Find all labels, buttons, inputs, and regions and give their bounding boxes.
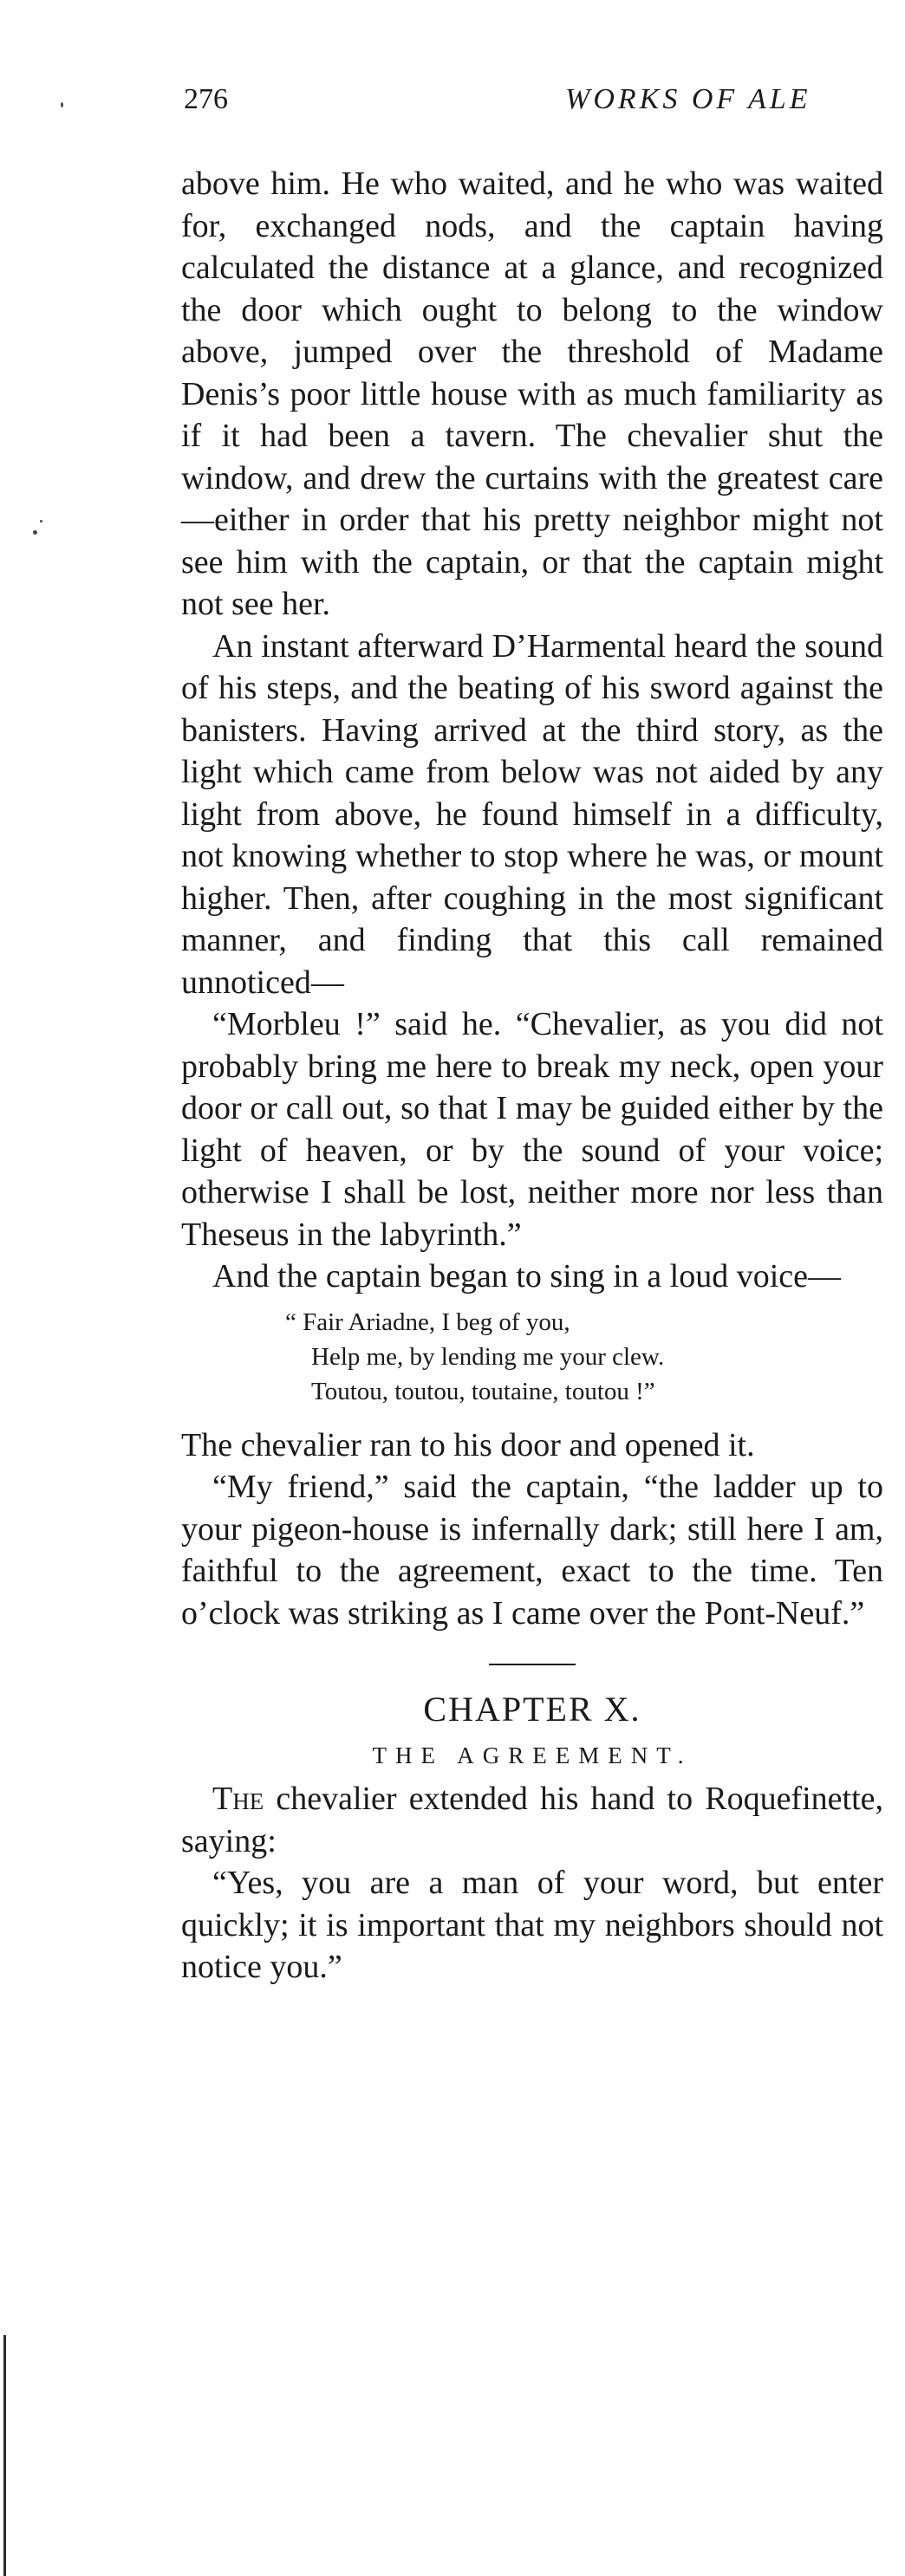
chapter-first-paragraph-rest: chevalier extended his hand to Roquefinette, saying: xyxy=(181,1781,883,1859)
verse-line-1: “ Fair Ariadne, I beg of you, xyxy=(285,1307,570,1336)
body-text xyxy=(181,163,883,1989)
paragraph-2: An instant afterward D’Harmental heard the sound of his steps, and the beating of his sword against the banisters. Having arrived at the third story, as the light which came from below was not aided by any light from above, he found himself in a difficulty, not knowing whether to stop where he was, or mount higher. Then, after coughing in the most significant manner, and finding that this call remained unnoticed— xyxy=(181,627,883,1001)
scan-margin-line xyxy=(3,2335,6,2576)
scan-speck xyxy=(61,102,63,107)
page-header xyxy=(184,83,895,121)
chapter-paragraph-2: “Yes, you are a man of your word, but enter quickly; it is important that my neighbors should not notice you.” xyxy=(181,1865,883,1985)
paragraph-1: above him. He who waited, and he who was waited for, exchanged nods, and the captain having calculated the distance at a glance, and recognized the door which ought to belong to the window above, jumped over the threshold of Madame Denis’s poor little house with as much familiarity as if it had been a tavern. The chevalier shut the window, and drew the curtains with the greatest care—either in order that his pretty neighbor might not see him with the captain, or that the captain might not see her. xyxy=(181,165,883,622)
verse-line-3: Toutou, toutou, toutaine, toutou !” xyxy=(311,1377,655,1405)
chapter-subtitle: THE AGREEMENT. xyxy=(372,1742,693,1768)
page-number: 276 xyxy=(184,83,228,115)
chapter-title: CHAPTER X. xyxy=(423,1690,641,1729)
paragraph-5: The chevalier ran to his door and opened it. xyxy=(181,1426,755,1463)
chapter-first-paragraph xyxy=(181,1778,883,1862)
verse-line-2: Help me, by lending me your clew. xyxy=(311,1342,665,1371)
scan-speck xyxy=(40,520,42,522)
scan-speck xyxy=(33,530,37,535)
song-verse xyxy=(285,1305,883,1409)
paragraph-4: And the captain began to sing in a loud voice— xyxy=(212,1258,841,1294)
chapter-lead-word: The xyxy=(212,1781,264,1817)
paragraph-3: “Morbleu !” said he. “Chevalier, as you did not probably bring me here to break my neck, open your door or call out, so that I may be guided either by the light of heaven, or by the sound of your voice; otherwise I shall be lost, neither more nor less than Theseus in the labyrinth.” xyxy=(181,1006,883,1253)
running-head: WORKS OF ALE xyxy=(565,83,811,115)
paragraph-6: “My friend,” said the captain, “the ladder up to your pigeon-house is infernally dark; still here I am, faithful to the agreement, exact to the time. Ten o’clock was striking as I came over the Pont-Neuf.” xyxy=(181,1469,883,1632)
section-divider xyxy=(489,1664,576,1665)
